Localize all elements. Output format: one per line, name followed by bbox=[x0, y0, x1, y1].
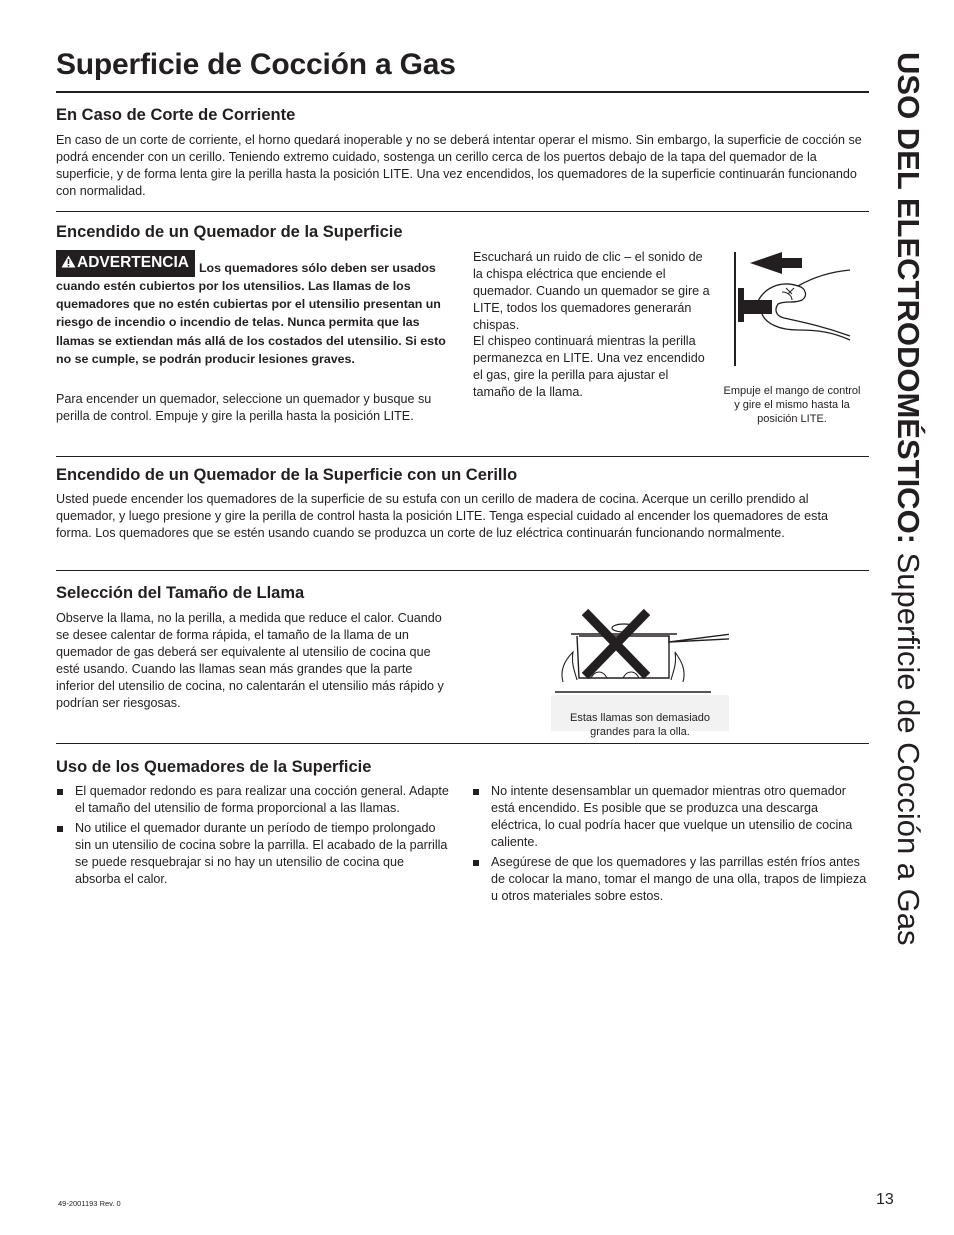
warning-block bbox=[56, 250, 446, 368]
bullet-square-icon bbox=[473, 789, 479, 795]
flame-figure-caption: Estas llamas son demasiado grandes para la olla. bbox=[569, 712, 710, 738]
section-rule bbox=[56, 743, 869, 744]
warning-badge bbox=[56, 250, 195, 277]
list-item bbox=[56, 820, 449, 888]
list-item bbox=[56, 783, 449, 817]
section-rule bbox=[56, 570, 869, 571]
knob-push-turn-figure bbox=[732, 248, 854, 372]
usage-list-right bbox=[472, 783, 868, 908]
lighting-instructions: Para encender un quemador, seleccione un quemador y busque su perilla de control. Empuje y gire la perilla hasta la posición LITE. bbox=[56, 392, 432, 423]
usage-heading: Uso de los Quemadores de la Superficie bbox=[56, 758, 372, 776]
side-tab-bold: USO DEL ELECTRODOMÉSTICO: bbox=[891, 52, 926, 545]
power-outage-heading: En Caso de Corte de Corriente bbox=[56, 106, 296, 124]
large-flame-pot-figure bbox=[551, 606, 729, 696]
section-rule bbox=[56, 211, 869, 212]
flame-heading: Selección del Tamaño de Llama bbox=[56, 584, 305, 602]
knob-figure-caption: Empuje el mango de control y gire el mismo hasta la posición LITE. bbox=[723, 385, 861, 425]
bullet-square-icon bbox=[473, 860, 479, 866]
side-tab-regular: Superficie de Cocción a Gas bbox=[891, 544, 926, 946]
warning-label: ADVERTENCIA bbox=[77, 254, 189, 271]
list-item bbox=[472, 783, 868, 851]
title-rule bbox=[56, 91, 869, 93]
usage-list-left bbox=[56, 783, 449, 891]
warning-triangle-icon bbox=[61, 255, 76, 268]
list-item-text: El quemador redondo es para realizar una cocción general. Adapte el tamaño del utensilio de forma proporcional a las llamas. bbox=[75, 784, 449, 815]
click-text-1: Escuchará un ruido de clic – el sonido de la chispa eléctrica que enciende el quemador. Cuando un quemador se gire a LITE, todos los quemadores generarán chispas. bbox=[473, 250, 710, 332]
click-text-2: El chispeo continuará mientras la perilla permanezca en LITE. Una vez encendido el gas, gire la perilla para ajustar el tamaño de la llama. bbox=[473, 334, 705, 399]
page-title: Superficie de Cocción a Gas bbox=[56, 48, 456, 81]
lighting-heading: Encendido de un Quemador de la Superficie bbox=[56, 223, 403, 241]
list-item-text: Asegúrese de que los quemadores y las parrillas estén fríos antes de colocar la mano, tomar el mango de una olla, trapos de limpieza u otros materiales sobre estos. bbox=[491, 855, 867, 903]
bullet-square-icon bbox=[57, 789, 63, 795]
page-number: 13 bbox=[876, 1191, 894, 1208]
document-code: 49-2001193 Rev. 0 bbox=[58, 1199, 121, 1208]
list-item-text: No intente desensamblar un quemador mientras otro quemador está encendido. Es posible que se produzca una descarga eléctrica, lo cual podría hacer que vuelque un utensilio de cocina caliente. bbox=[491, 784, 853, 849]
warning-text: Los quemadores sólo deben ser usados cuando estén cubiertos por los utensilios. Las llamas de los quemadores que no estén cubiertas por el utensilio presentan un riesgo de incendio o incendio de telas. Nunca permita que las llamas se extiendan más allá de los costados del utensilio. Si esto no se cumple, se podrán producir lesiones graves. bbox=[56, 260, 446, 366]
list-item bbox=[472, 854, 868, 905]
match-heading: Encendido de un Quemador de la Superficie con un Cerillo bbox=[56, 466, 518, 484]
list-item-text: No utilice el quemador durante un período de tiempo prolongado sin un utensilio de cocina sobre la parrilla. El acabado de la parrilla se puede resquebrajar si no hay un utensilio de cocina que absorba el calor. bbox=[75, 821, 448, 886]
bullet-square-icon bbox=[57, 826, 63, 832]
side-tab bbox=[880, 52, 940, 952]
power-outage-text: En caso de un corte de corriente, el horno quedará inoperable y no se deberá intentar operar el mismo. Sin embargo, la superficie de cocción se podrá encender con un cerillo. Teniendo extremo cuidado, sostenga un cerillo cerca de los puertos debajo de la tapa del quemador de la superficie, y de forma lenta gire la perilla hasta la posición LITE. Una vez encendidos, los quemadores de la superficie continuarán funcionando con normalidad. bbox=[56, 133, 862, 198]
match-text: Usted puede encender los quemadores de la superficie de su estufa con un cerillo de madera de cocina. Acerque un cerillo prendido al quemador, y luego presione y gire la perilla de control hasta la posición LITE. Tenga especial cuidado al encender los quemadores de esta forma. Los quemadores que se estén usando cuando se produzca un corte de luz eléctrica continuarán funcionando normalmente. bbox=[56, 492, 828, 540]
flame-text: Observe la llama, no la perilla, a medida que reduce el calor. Cuando se desee calentar de forma rápida, el tamaño de la llama de un quemador de gas deberá ser equivalente al utensilio de cocina que esté usando. Cuando las llamas sean más grandes que la parte inferior del utensilio de cocina, no calentarán el utensilio más rápido y podrían ser riesgosas. bbox=[56, 611, 444, 710]
section-rule bbox=[56, 456, 869, 457]
